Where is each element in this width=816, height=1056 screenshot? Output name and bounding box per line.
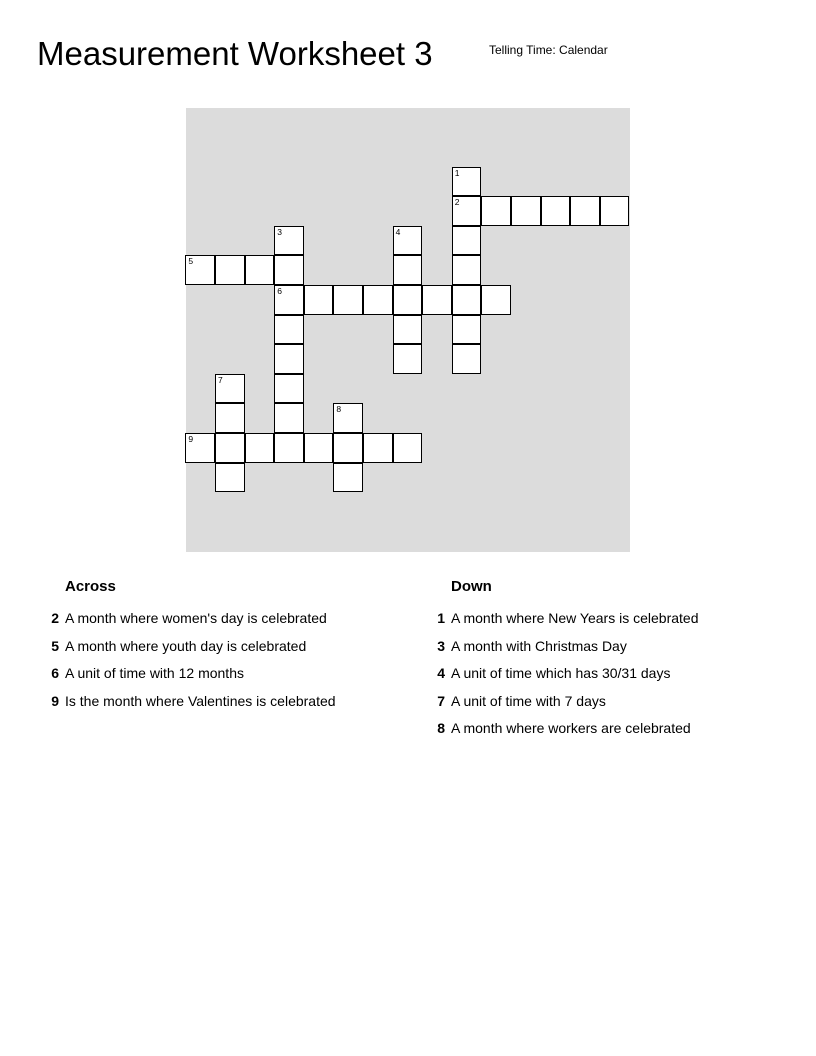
clue-number: 9 (51, 693, 59, 709)
grid-cell[interactable] (333, 403, 363, 433)
grid-cell[interactable] (393, 315, 423, 345)
clue-number: 4 (437, 665, 445, 681)
cell-number: 5 (188, 256, 194, 267)
clue-text: A unit of time which has 30/31 days (451, 665, 671, 681)
grid-cell[interactable] (511, 196, 541, 226)
grid-cell[interactable] (274, 403, 304, 433)
clue-number: 2 (51, 610, 59, 626)
clue-text: A month with Christmas Day (451, 638, 627, 654)
cell-number: 3 (277, 226, 282, 237)
grid-cell[interactable] (274, 315, 304, 345)
grid-cell[interactable] (393, 433, 423, 463)
grid-cell[interactable] (393, 226, 423, 256)
grid-cell[interactable] (215, 433, 245, 463)
clue-text: A month where workers are celebrated (451, 720, 691, 736)
clue-text: A month where women's day is celebrated (65, 610, 327, 626)
clue-text: Is the month where Valentines is celebrated (65, 693, 336, 709)
cell-number: 6 (277, 286, 282, 296)
grid-cell[interactable] (274, 344, 304, 374)
worksheet-title: Measurement Worksheet 3 (37, 35, 433, 72)
grid-cell[interactable] (422, 285, 452, 315)
grid-cell[interactable] (274, 255, 304, 285)
grid-cell[interactable] (541, 196, 571, 226)
grid-cell[interactable] (570, 196, 600, 226)
grid-cell[interactable] (452, 167, 482, 197)
cell-number: 4 (395, 226, 401, 237)
clue-text: A unit of time with 7 days (451, 693, 606, 709)
grid-cell[interactable] (600, 196, 630, 226)
grid-cell[interactable] (185, 433, 215, 463)
grid-cell[interactable] (274, 433, 304, 463)
clue-number: 3 (437, 638, 445, 654)
grid-cell[interactable] (185, 255, 215, 285)
grid-cell[interactable] (452, 255, 482, 285)
grid-cell[interactable] (274, 374, 304, 404)
grid-cell[interactable] (452, 344, 482, 374)
grid-cell[interactable] (481, 196, 511, 226)
grid-cell[interactable] (333, 463, 363, 493)
grid-cell[interactable] (215, 374, 245, 404)
worksheet-subtitle: Telling Time: Calendar (489, 43, 608, 57)
grid-cell[interactable] (274, 285, 304, 315)
grid-cell[interactable] (452, 285, 482, 315)
down-heading: Down (451, 578, 492, 595)
grid-cell[interactable] (215, 403, 245, 433)
clue-number: 1 (437, 610, 445, 626)
clue-number: 5 (51, 638, 59, 654)
cell-number: 9 (188, 434, 194, 444)
grid-cell[interactable] (393, 255, 423, 285)
grid-cell[interactable] (304, 433, 334, 463)
cell-number: 2 (454, 197, 460, 208)
grid-cell[interactable] (333, 433, 363, 463)
grid-cell[interactable] (393, 285, 423, 315)
grid-cell[interactable] (393, 344, 423, 374)
clue-number: 6 (51, 665, 59, 681)
cell-number: 7 (218, 374, 223, 385)
grid-cell[interactable] (452, 196, 482, 226)
clue-number: 8 (437, 720, 445, 736)
crossword-grid (186, 108, 630, 552)
clue-number: 7 (437, 693, 445, 709)
grid-cell[interactable] (333, 285, 363, 315)
clue-text: A month where New Years is celebrated (451, 610, 699, 626)
across-heading: Across (65, 578, 116, 595)
grid-cell[interactable] (363, 285, 393, 315)
clue-text: A unit of time with 12 months (65, 665, 244, 681)
grid-cell[interactable] (215, 463, 245, 493)
grid-cell[interactable] (274, 226, 304, 256)
grid-cell[interactable] (363, 433, 393, 463)
cell-number: 1 (454, 167, 460, 178)
clue-text: A month where youth day is celebrated (65, 638, 307, 654)
cell-number: 8 (336, 404, 342, 415)
grid-cell[interactable] (215, 255, 245, 285)
grid-cell[interactable] (481, 285, 511, 315)
grid-cell[interactable] (452, 226, 482, 256)
grid-cell[interactable] (245, 433, 275, 463)
grid-cell[interactable] (304, 285, 334, 315)
grid-cell[interactable] (452, 315, 482, 345)
grid-cell[interactable] (245, 255, 275, 285)
